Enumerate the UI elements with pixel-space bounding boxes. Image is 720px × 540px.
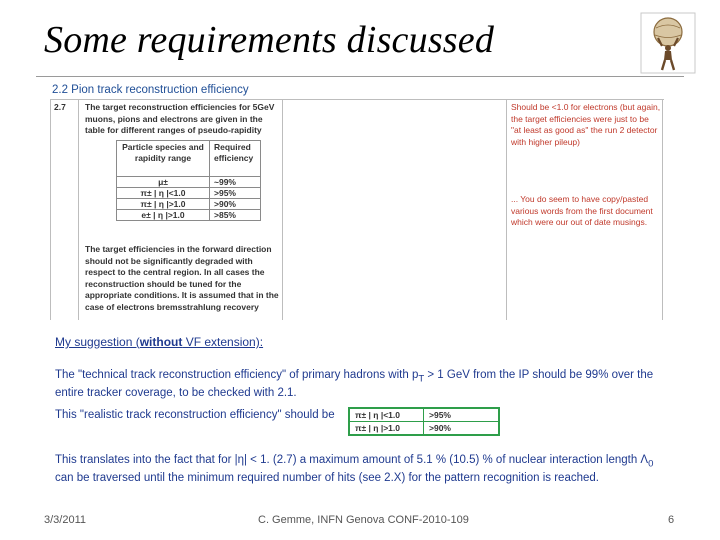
table-cell: >95% [210,188,261,199]
frame-line [282,99,283,320]
section-title: 2.2 Pion track reconstruction efficiency [52,84,249,96]
title-rule [36,76,684,77]
document-excerpt [50,84,664,320]
table-cell: π± | η |>1.0 [117,199,210,210]
table-header: Required efficiency [210,141,261,177]
frame-line [662,99,663,320]
table-row [349,408,499,422]
table-cell: >95% [424,408,500,422]
suggestion-paragraph-1: The "technical track reconstruction efficiency" of primary hadrons with $p_T > 1$ GeV from the IP should be 99% over the entire tracker coverage, to be checked with 2.1. [55,369,654,400]
table-cell: π± | η |>1.0 [349,422,424,436]
frame-line [50,99,51,320]
table-cell: >85% [210,210,261,221]
requirement-text-2: The target efficiencies in the forward direction should not be significantly degraded with respect to the central region. In all cases the reconstruction should be tuned for the appropriate conditions. It is assumed that in the case of electrons bremsstrahlung recovery [85,244,279,312]
page-number: 6 [668,514,675,526]
frame-line [78,99,79,320]
review-comment: ... You do seem to have copy/pasted various words from the first document which were our out of date musings. [511,194,653,228]
table-row [117,188,261,199]
suggested-efficiency-table [348,407,500,436]
footer-reference: C. Gemme, INFN Genova CONF-2010-109 [258,514,469,526]
table-cell: μ± [117,177,210,188]
review-comment: Should be <1.0 for electrons (but again, the target efficiencies were just to be "at least as good as" the run 2 detector with higher pileup) [511,102,661,147]
table-cell: e± | η |>1.0 [117,210,210,221]
suggestion-paragraph-2: This "realistic track reconstruction efficiency" should be [55,409,335,421]
table-row [349,422,499,436]
suggestion-title: My suggestion (without VF extension): [55,335,264,349]
table-cell: π± | η |<1.0 [117,188,210,199]
table-cell: >90% [210,199,261,210]
atlas-logo-icon [640,12,696,74]
table-row [117,199,261,210]
table-cell: >90% [424,422,500,436]
table-header: Particle species and rapidity range [117,141,210,177]
table-row [117,210,261,221]
footer-date: 3/3/2011 [44,514,87,526]
slide-title: Some requirements discussed [44,19,495,61]
frame-line [50,99,664,100]
table-cell: π± | η |<1.0 [349,408,424,422]
table-cell: ~99% [210,177,261,188]
suggestion-paragraph-3: This translates into the fact that for |η| < 1. (2.7) a maximum amount of 5.1 % (10.5) % of nuclear interaction length $\Lambda_0$ can be traversed until the minimum required number of hits (see 2.X) for the pattern recognition is reached. [55,454,654,485]
section-number: 2.7 [54,102,66,112]
efficiency-table [116,140,261,221]
table-row [117,177,261,188]
frame-line [506,99,507,320]
requirement-text-1: The target reconstruction efficiencies for 5GeV muons, pions and electrons are given in the table for different ranges of pseudo-rapidity [85,102,275,136]
